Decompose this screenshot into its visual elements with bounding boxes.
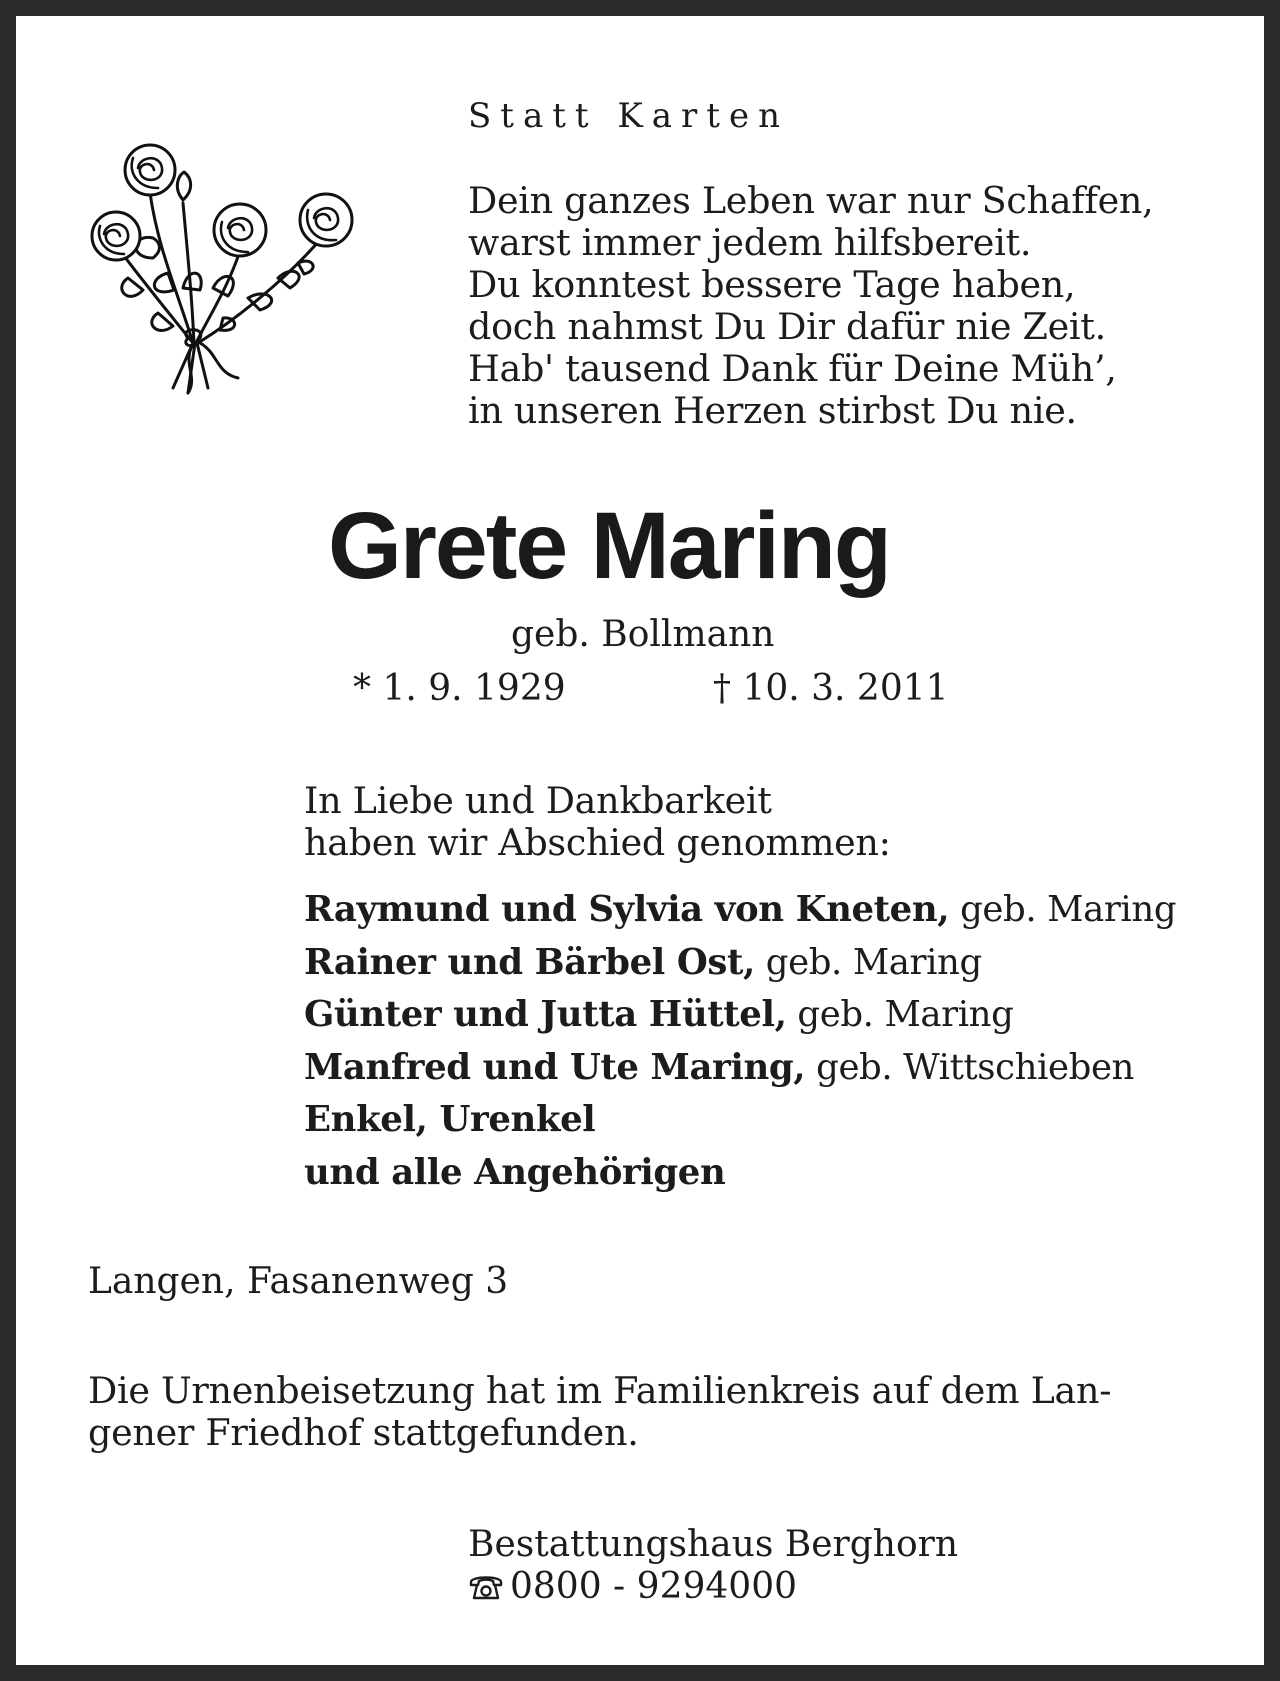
birth-date: * 1. 9. 1929 [353,668,566,709]
burial-notice-line: Die Urnenbeisetzung hat im Familienkreis auf dem Lan- [88,1369,1112,1412]
farewell-intro [304,780,891,864]
poem-line: doch nahmst Du Dir dafür nie Zeit. [468,305,1106,348]
birth-name: geb. Bollmann [511,614,775,655]
poem-line: Hab' tausend Dank für Deine Müh’, [468,347,1117,390]
mourner-line [304,1094,1176,1147]
mourner-line [304,884,1176,937]
mourner-suffix: geb. Maring [786,994,1014,1035]
statt-karten-heading: Statt Karten [468,96,789,136]
mourner-names: und alle Angehörigen [304,1151,726,1193]
poem-line: warst immer jedem hilfsbereit. [468,221,1032,264]
poem [468,180,1153,432]
mourner-suffix: geb. Wittschieben [805,1046,1135,1088]
family-address: Langen, Fasanenweg 3 [88,1261,509,1302]
poem-line: in unseren Herzen stirbst Du nie. [468,389,1077,432]
mourner-line [304,1147,1176,1200]
mourner-line [304,1042,1176,1095]
funeral-home-phone: 0800 - 9294000 [510,1566,797,1607]
mourners-list [304,884,1176,1199]
rose-bouquet-icon [88,138,363,400]
mourner-names: Raymund und Sylvia von Kneten, [304,889,950,930]
intro-line: haben wir Abschied genommen: [304,821,891,864]
funeral-home-name: Bestattungshaus Berghorn [468,1524,959,1565]
intro-line: In Liebe und Dankbarkeit [304,779,772,822]
mourner-names: Rainer und Bärbel Ost, [304,941,755,983]
poem-line: Dein ganzes Leben war nur Schaffen, [468,179,1154,222]
burial-notice [88,1370,1111,1454]
mourner-suffix: geb. Maring [949,889,1177,930]
mourner-line [304,937,1176,990]
mourner-line [304,989,1176,1042]
poem-line: Du konntest bessere Tage haben, [468,263,1076,306]
funeral-home-phone-line [468,1566,958,1611]
mourner-names: Enkel, Urenkel [304,1099,596,1140]
telephone-icon [468,1569,510,1611]
death-date: † 10. 3. 2011 [713,668,949,709]
deceased-name: Grete Maring [328,493,890,599]
burial-notice-line: gener Friedhof stattgefunden. [88,1411,639,1454]
mourner-names: Günter und Jutta Hüttel, [304,994,787,1035]
mourner-names: Manfred und Ute Maring, [304,1046,806,1088]
funeral-home-block [468,1524,958,1611]
mourner-suffix: geb. Maring [754,941,982,983]
